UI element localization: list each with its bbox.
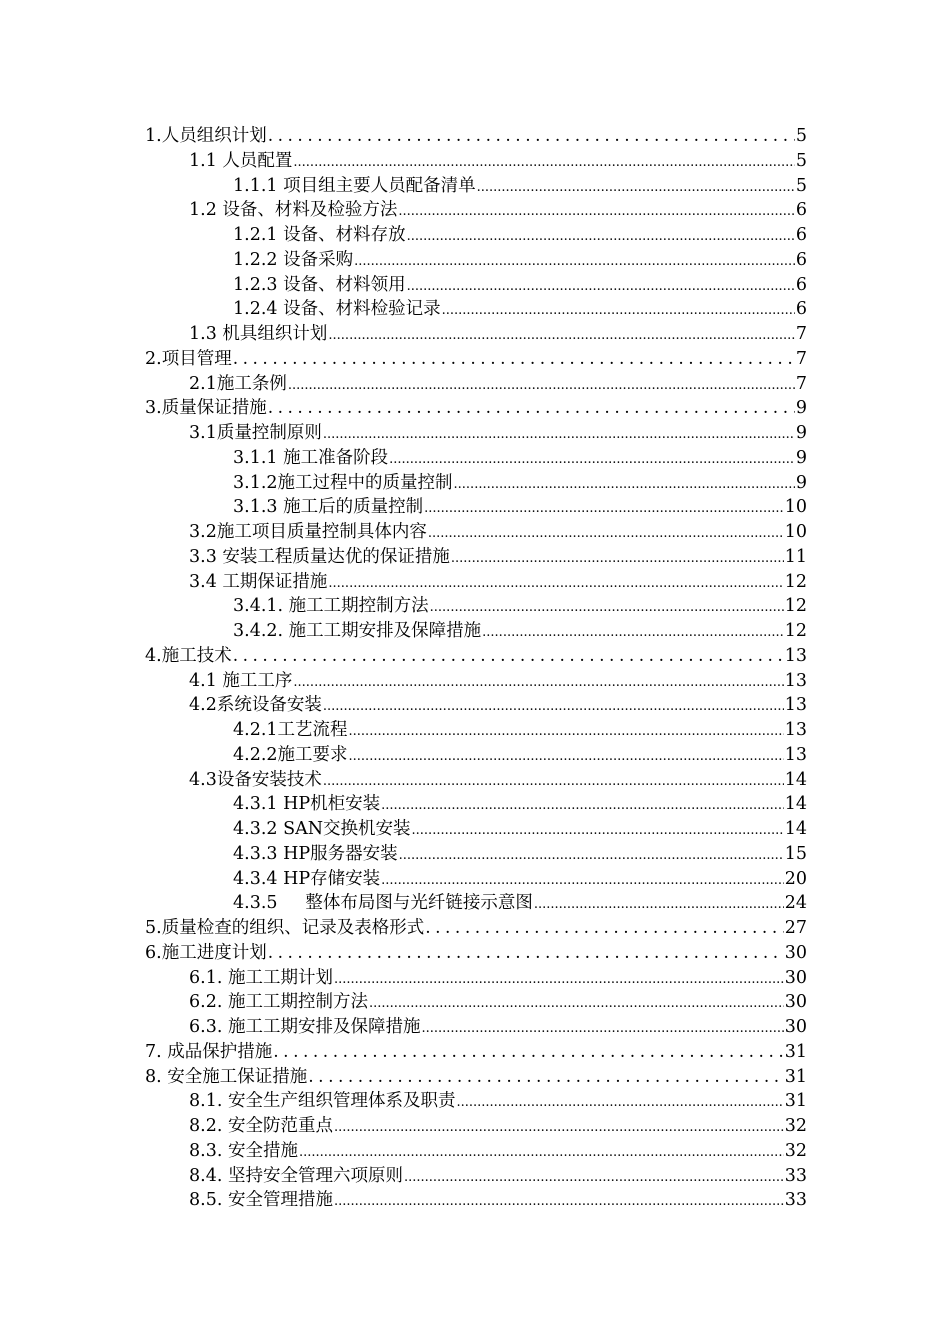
dot-leader xyxy=(454,473,795,498)
toc-entry-label: 3.3 安装工程质量达优的保证措施 xyxy=(189,546,450,567)
toc-entry-label: 8.4. 坚持安全管理六项原则 xyxy=(189,1165,403,1186)
toc-entry-page: 9 xyxy=(795,447,807,468)
toc-entry-label: 3.1质量控制原则 xyxy=(189,423,322,443)
dot-leader xyxy=(323,770,784,795)
toc-entry-4-2-2[interactable] xyxy=(145,743,807,768)
dot-leader xyxy=(268,941,784,966)
toc-entry-page: 31 xyxy=(784,1066,807,1087)
toc-entry-label: 2.项目管理 xyxy=(145,348,232,369)
table-of-contents xyxy=(145,124,807,1213)
toc-entry-7[interactable] xyxy=(145,1040,807,1065)
toc-entry-label: 1.2.4 设备、材料检验记录 xyxy=(233,299,441,320)
toc-entry-6[interactable] xyxy=(145,941,807,966)
toc-entry-label: 8.3. 安全措施 xyxy=(189,1140,298,1161)
toc-entry-page: 13 xyxy=(784,744,807,765)
dot-leader xyxy=(308,1065,783,1090)
dot-leader xyxy=(349,745,784,770)
toc-entry-8-1[interactable] xyxy=(145,1089,807,1114)
toc-entry-4-3[interactable] xyxy=(145,768,807,793)
dot-leader xyxy=(421,1017,783,1042)
toc-entry-label: 3.4 工期保证措施 xyxy=(189,571,328,592)
toc-entry-8-3[interactable] xyxy=(145,1139,807,1164)
toc-entry-6-1[interactable] xyxy=(145,966,807,991)
toc-entry-4-2[interactable] xyxy=(145,693,807,718)
toc-entry-page: 12 xyxy=(784,621,807,641)
toc-entry-page: 5 xyxy=(795,150,807,171)
toc-entry-label: 4.2.2施工要求 xyxy=(233,744,348,765)
toc-entry-1-2-1[interactable] xyxy=(145,223,807,248)
toc-entry-page: 20 xyxy=(784,868,807,889)
toc-entry-3-1-3[interactable] xyxy=(145,495,807,520)
toc-entry-page: 9 xyxy=(795,472,807,493)
dot-leader xyxy=(293,671,783,696)
toc-entry-label: 4.3.5 整体布局图与光纤链接示意图 xyxy=(233,893,533,914)
toc-entry-page: 30 xyxy=(784,967,807,988)
dot-leader xyxy=(412,819,784,844)
toc-entry-4-2-1[interactable] xyxy=(145,718,807,743)
toc-entry-3-3[interactable] xyxy=(145,545,807,570)
toc-entry-label: 1.2.1 设备、材料存放 xyxy=(233,225,406,245)
toc-entry-page: 30 xyxy=(784,942,807,963)
toc-entry-6-3[interactable] xyxy=(145,1015,807,1040)
toc-entry-4-3-4[interactable] xyxy=(145,867,807,892)
toc-entry-page: 10 xyxy=(784,497,807,518)
toc-entry-label: 4.施工技术 xyxy=(145,645,232,666)
dot-leader xyxy=(323,695,784,720)
dot-leader xyxy=(407,225,795,250)
toc-entry-label: 1.1.1 项目组主要人员配备清单 xyxy=(233,175,476,196)
dot-leader xyxy=(299,1141,784,1166)
toc-entry-page: 6 xyxy=(795,274,807,295)
toc-entry-page: 15 xyxy=(784,843,807,864)
dot-leader xyxy=(430,596,784,621)
toc-entry-label: 8.2. 安全防范重点 xyxy=(189,1116,333,1136)
dot-leader xyxy=(293,151,794,176)
toc-entry-page: 7 xyxy=(795,324,807,344)
toc-entry-label: 1.2 设备、材料及检验方法 xyxy=(189,200,398,221)
toc-entry-label: 1.2.3 设备、材料领用 xyxy=(233,274,406,295)
toc-entry-page: 6 xyxy=(795,299,807,320)
toc-entry-1-1[interactable] xyxy=(145,149,807,174)
toc-entry-3-4-1[interactable] xyxy=(145,594,807,619)
toc-entry-label: 6.施工进度计划 xyxy=(145,942,267,963)
toc-entry-8[interactable] xyxy=(145,1065,807,1090)
toc-entry-label: 8. 安全施工保证措施 xyxy=(145,1066,308,1087)
toc-entry-1-3[interactable] xyxy=(145,322,807,347)
toc-entry-label: 3.1.3 施工后的质量控制 xyxy=(233,497,424,518)
toc-entry-1[interactable] xyxy=(145,124,807,149)
toc-entry-label: 3.1.2施工过程中的质量控制 xyxy=(233,472,453,493)
dot-leader xyxy=(328,572,783,597)
toc-entry-label: 4.3.4 HP存储安装 xyxy=(233,868,381,889)
toc-entry-label: 3.1.1 施工准备阶段 xyxy=(233,447,389,468)
toc-entry-label: 4.2.1工艺流程 xyxy=(233,720,348,740)
toc-entry-page: 13 xyxy=(784,670,807,691)
dot-leader xyxy=(369,992,784,1017)
toc-entry-1-2-3[interactable] xyxy=(145,273,807,298)
toc-entry-label: 4.3.2 SAN交换机安装 xyxy=(233,819,411,839)
toc-entry-page: 33 xyxy=(784,1165,807,1186)
toc-entry-4-3-3[interactable] xyxy=(145,842,807,867)
toc-entry-label: 8.5. 安全管理措施 xyxy=(189,1190,333,1211)
toc-entry-label: 6.2. 施工工期控制方法 xyxy=(189,992,368,1013)
dot-leader xyxy=(407,275,795,300)
toc-entry-page: 12 xyxy=(784,596,807,617)
toc-entry-page: 13 xyxy=(784,645,807,666)
toc-entry-page: 14 xyxy=(784,769,807,790)
toc-entry-label: 6.3. 施工工期安排及保障措施 xyxy=(189,1017,421,1037)
toc-entry-3-1-2[interactable] xyxy=(145,471,807,496)
dot-leader xyxy=(424,497,784,522)
toc-entry-label: 8.1. 安全生产组织管理体系及职责 xyxy=(189,1091,456,1112)
dot-leader xyxy=(425,916,784,941)
dot-leader xyxy=(334,1190,784,1215)
toc-entry-2[interactable] xyxy=(145,347,807,372)
toc-entry-page: 13 xyxy=(784,720,807,740)
toc-entry-3-4[interactable] xyxy=(145,570,807,595)
dot-leader xyxy=(233,347,795,372)
toc-entry-page: 32 xyxy=(784,1140,807,1161)
dot-leader xyxy=(381,869,784,894)
dot-leader xyxy=(323,423,795,448)
toc-entry-5[interactable] xyxy=(145,916,807,941)
toc-entry-3-1-1[interactable] xyxy=(145,446,807,471)
toc-entry-page: 12 xyxy=(784,571,807,592)
toc-entry-label: 3.4.2. 施工工期安排及保障措施 xyxy=(233,621,482,641)
toc-entry-page: 9 xyxy=(795,423,807,443)
toc-entry-page: 11 xyxy=(784,546,807,567)
toc-entry-3-1[interactable] xyxy=(145,421,807,446)
dot-leader xyxy=(477,176,795,201)
toc-entry-label: 4.3.1 HP机柜安装 xyxy=(233,794,381,815)
toc-entry-label: 4.2系统设备安装 xyxy=(189,695,322,716)
dot-leader xyxy=(334,1116,784,1141)
dot-leader xyxy=(451,547,784,572)
toc-entry-label: 3.质量保证措施 xyxy=(145,398,267,419)
toc-entry-page: 6 xyxy=(795,249,807,270)
dot-leader xyxy=(398,200,794,225)
toc-entry-page: 7 xyxy=(795,348,807,369)
toc-entry-page: 6 xyxy=(795,225,807,245)
toc-entry-page: 27 xyxy=(784,918,807,938)
toc-entry-page: 14 xyxy=(784,819,807,839)
toc-entry-label: 1.3 机具组织计划 xyxy=(189,324,328,344)
toc-entry-8-5[interactable] xyxy=(145,1188,807,1213)
toc-entry-3[interactable] xyxy=(145,396,807,421)
toc-entry-label: 1.人员组织计划 xyxy=(145,126,267,146)
dot-leader xyxy=(273,1040,783,1065)
toc-entry-1-2-2[interactable] xyxy=(145,248,807,273)
dot-leader xyxy=(233,644,784,669)
toc-entry-1-2[interactable] xyxy=(145,198,807,223)
toc-entry-3-2[interactable] xyxy=(145,520,807,545)
dot-leader xyxy=(268,396,795,421)
toc-entry-page: 30 xyxy=(784,1017,807,1037)
toc-entry-8-2[interactable] xyxy=(145,1114,807,1139)
dot-leader xyxy=(268,124,795,149)
toc-entry-8-4[interactable] xyxy=(145,1164,807,1189)
toc-entry-page: 31 xyxy=(784,1041,807,1062)
toc-entry-label: 4.3.3 HP服务器安装 xyxy=(233,843,398,864)
toc-entry-label: 3.4.1. 施工工期控制方法 xyxy=(233,596,429,617)
toc-entry-4[interactable] xyxy=(145,644,807,669)
toc-entry-page: 31 xyxy=(784,1091,807,1112)
toc-entry-label: 1.1 人员配置 xyxy=(189,150,293,171)
dot-leader xyxy=(456,1091,783,1116)
toc-entry-label: 2.1施工条例 xyxy=(189,373,287,394)
dot-leader xyxy=(381,794,784,819)
toc-entry-label: 5.质量检查的组织、记录及表格形式 xyxy=(145,918,425,938)
dot-leader xyxy=(334,968,784,993)
toc-entry-page: 5 xyxy=(795,126,807,146)
dot-leader xyxy=(482,621,784,646)
toc-entry-page: 24 xyxy=(784,893,807,914)
toc-entry-page: 6 xyxy=(795,200,807,221)
toc-entry-label: 3.2施工项目质量控制具体内容 xyxy=(189,522,427,542)
toc-entry-page: 10 xyxy=(784,522,807,542)
toc-entry-page: 5 xyxy=(795,175,807,196)
toc-entry-6-2[interactable] xyxy=(145,990,807,1015)
dot-leader xyxy=(349,720,784,745)
toc-entry-page: 13 xyxy=(784,695,807,716)
toc-entry-1-2-4[interactable] xyxy=(145,297,807,322)
toc-entry-page: 9 xyxy=(795,398,807,419)
dot-leader xyxy=(428,522,784,547)
dot-leader xyxy=(534,893,784,918)
toc-entry-4-1[interactable] xyxy=(145,669,807,694)
toc-entry-label: 7. 成品保护措施 xyxy=(145,1041,273,1062)
toc-entry-label: 1.2.2 设备采购 xyxy=(233,249,354,270)
toc-entry-3-4-2[interactable] xyxy=(145,619,807,644)
toc-entry-label: 4.1 施工工序 xyxy=(189,670,293,691)
toc-entry-page: 30 xyxy=(784,992,807,1013)
dot-leader xyxy=(354,250,795,275)
toc-entry-4-3-2[interactable] xyxy=(145,817,807,842)
toc-entry-2-1[interactable] xyxy=(145,372,807,397)
toc-entry-page: 7 xyxy=(795,373,807,394)
toc-entry-page: 33 xyxy=(784,1190,807,1211)
dot-leader xyxy=(404,1166,784,1191)
toc-entry-1-1-1[interactable] xyxy=(145,174,807,199)
toc-entry-label: 4.3设备安装技术 xyxy=(189,769,322,790)
dot-leader xyxy=(389,448,795,473)
dot-leader xyxy=(328,324,794,349)
dot-leader xyxy=(288,374,795,399)
dot-leader xyxy=(399,844,784,869)
toc-entry-page: 32 xyxy=(784,1116,807,1136)
toc-entry-page: 14 xyxy=(784,794,807,815)
dot-leader xyxy=(442,299,795,324)
toc-entry-4-3-1[interactable] xyxy=(145,792,807,817)
toc-entry-4-3-5[interactable] xyxy=(145,891,807,916)
toc-entry-label: 6.1. 施工工期计划 xyxy=(189,967,333,988)
